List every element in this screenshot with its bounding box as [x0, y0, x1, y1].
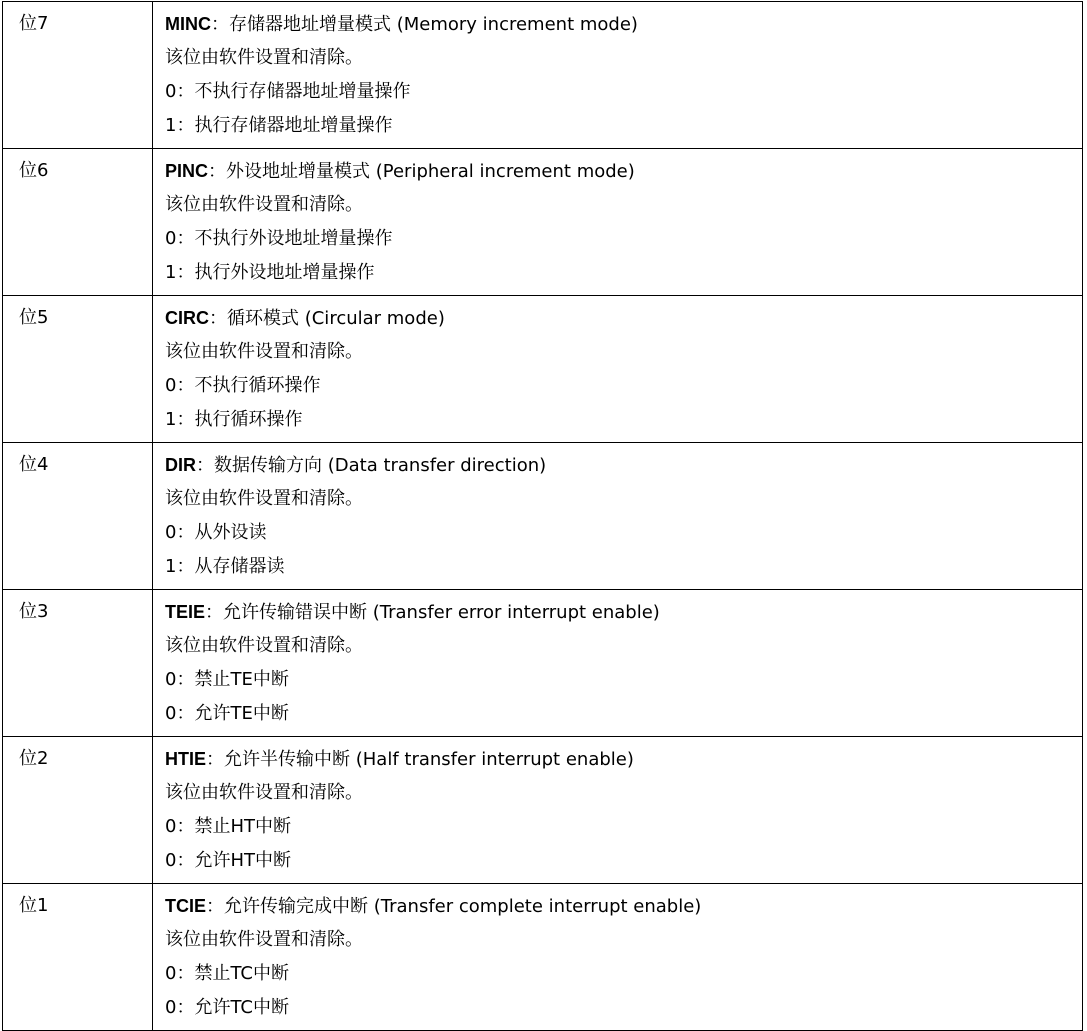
option-0: 0：不执行循环操作 — [165, 375, 321, 396]
bit-description — [153, 296, 1083, 443]
field-heading — [165, 12, 1082, 46]
field-note: 该位由软件设置和清除。 — [165, 929, 363, 950]
option-0: 0：禁止HT中断 — [165, 816, 291, 837]
option-0: 0：从外设读 — [165, 522, 267, 543]
register-bit-table-body — [3, 2, 1083, 1031]
bit-row-7 — [3, 2, 1083, 149]
bit-description — [153, 590, 1083, 737]
field-title: ：允许传输错误中断 (Transfer error interrupt enable) — [205, 602, 660, 623]
field-note: 该位由软件设置和清除。 — [165, 47, 363, 68]
bit-description — [153, 2, 1083, 149]
option-1: 0：允许TC中断 — [165, 997, 289, 1018]
bit-row-5 — [3, 296, 1083, 443]
register-bit-table — [2, 1, 1083, 1031]
bit-number: 位2 — [3, 737, 153, 884]
field-title: ：允许半传输中断 (Half transfer interrupt enable) — [206, 749, 634, 770]
field-title: ：存储器地址增量模式 (Memory increment mode) — [211, 14, 638, 35]
field-note: 该位由软件设置和清除。 — [165, 341, 363, 362]
option-0: 0：不执行存储器地址增量操作 — [165, 81, 411, 102]
field-heading — [165, 306, 1082, 340]
option-0: 0：禁止TC中断 — [165, 963, 289, 984]
field-name: TEIE — [165, 602, 206, 622]
option-0: 0：禁止TE中断 — [165, 669, 289, 690]
field-note: 该位由软件设置和清除。 — [165, 488, 363, 509]
field-name: MINC — [165, 14, 211, 34]
option-1: 1：执行存储器地址增量操作 — [165, 115, 393, 136]
bit-number: 位3 — [3, 590, 153, 737]
field-note: 该位由软件设置和清除。 — [165, 635, 363, 656]
field-title: ：循环模式 (Circular mode) — [209, 308, 445, 329]
field-title: ：允许传输完成中断 (Transfer complete interrupt enable) — [206, 896, 702, 917]
option-1: 0：允许HT中断 — [165, 850, 291, 871]
field-note: 该位由软件设置和清除。 — [165, 782, 363, 803]
bit-number: 位5 — [3, 296, 153, 443]
field-heading — [165, 894, 1082, 928]
field-name: DIR — [165, 455, 196, 475]
bit-number: 位6 — [3, 149, 153, 296]
bit-number: 位7 — [3, 2, 153, 149]
option-0: 0：不执行外设地址增量操作 — [165, 228, 393, 249]
bit-row-3 — [3, 590, 1083, 737]
field-name: CIRC — [165, 308, 209, 328]
option-1: 1：执行循环操作 — [165, 409, 303, 430]
field-name: PINC — [165, 161, 209, 181]
bit-row-1 — [3, 884, 1083, 1031]
field-heading — [165, 747, 1082, 781]
bit-description — [153, 737, 1083, 884]
field-name: TCIE — [165, 896, 207, 916]
bit-row-4 — [3, 443, 1083, 590]
bit-row-2 — [3, 737, 1083, 884]
option-1: 1：从存储器读 — [165, 556, 285, 577]
field-name: HTIE — [165, 749, 207, 769]
bit-description — [153, 149, 1083, 296]
field-title: ：数据传输方向 (Data transfer direction) — [196, 455, 547, 476]
bit-number: 位4 — [3, 443, 153, 590]
field-note: 该位由软件设置和清除。 — [165, 194, 363, 215]
bit-description — [153, 443, 1083, 590]
bit-description — [153, 884, 1083, 1031]
field-title: ：外设地址增量模式 (Peripheral increment mode) — [208, 161, 635, 182]
bit-row-6 — [3, 149, 1083, 296]
option-1: 1：执行外设地址增量操作 — [165, 262, 375, 283]
bit-number: 位1 — [3, 884, 153, 1031]
field-heading — [165, 600, 1082, 634]
option-1: 0：允许TE中断 — [165, 703, 289, 724]
field-heading — [165, 453, 1082, 487]
field-heading — [165, 159, 1082, 193]
